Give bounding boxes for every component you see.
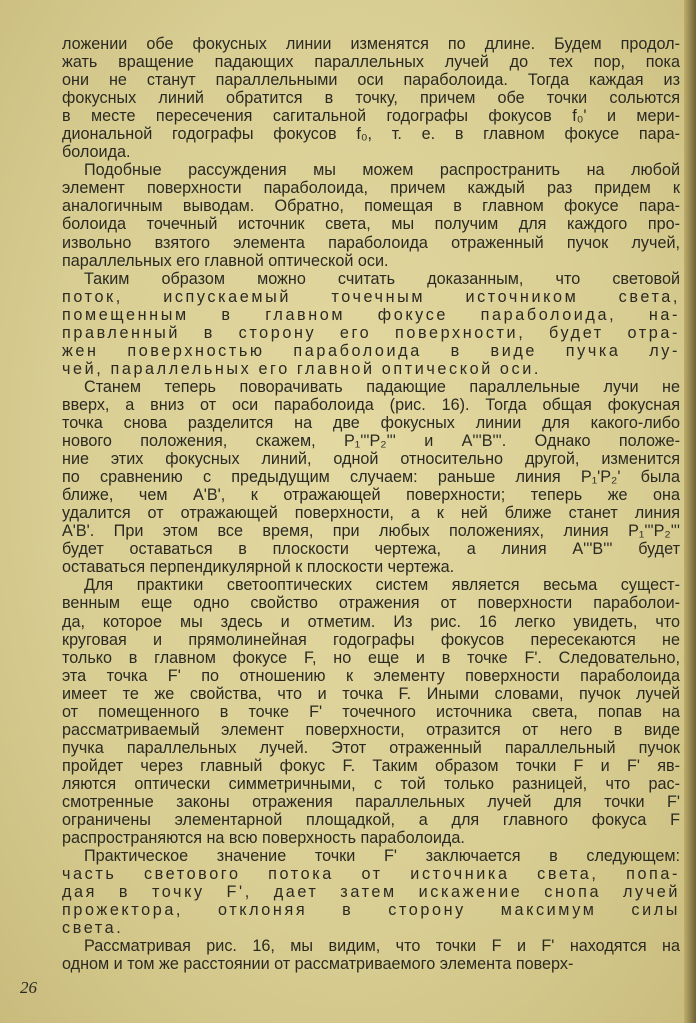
text-line: нового положения, скажем, P₁'''P₂''' и A'''B'''. Однако положе- — [62, 432, 680, 451]
text-line: фокусных линий обратится в точку, причем обе точки сольются — [62, 89, 680, 108]
text-line: ние этих фокусных линий, одной относительно другой, изменится — [62, 450, 680, 469]
text-line: ляются оптически симметричными, с той только разницей, что рас- — [62, 774, 680, 793]
page-number: 26 — [20, 978, 37, 997]
text-line: венным еще одно свойство отражения от поверхности параболои- — [62, 594, 680, 613]
text-line: в месте пересечения сагитальной годографы фокусов f₀' и мери- — [62, 107, 680, 126]
text-line: помещенным в главном фокусе параболоида, на- — [62, 305, 680, 324]
text-line: болоида точечный источник света, мы получим для каждого про- — [62, 215, 680, 234]
text-line: они не станут параллельными оси параболоида. Тогда каждая из — [62, 71, 680, 90]
page-body-text — [62, 35, 680, 973]
text-line: рассматриваемый элемент поверхности, отразится от него в виде — [62, 720, 680, 739]
text-line: параллельных его главной оптической оси. — [62, 251, 389, 270]
text-line: жать вращение падающих параллельных лучей до тех пор, пока — [62, 53, 680, 72]
text-line: смотренные законы отражения параллельных лучей для точки F' — [62, 792, 680, 811]
text-line: Для практики светооптических систем является весьма сущест- — [84, 576, 680, 595]
text-line: Рассматривая рис. 16, мы видим, что точки F и F' находятся на — [84, 937, 680, 956]
text-line: пройдет через главный фокус F. Таким образом точки F и F' яв- — [62, 756, 680, 775]
paragraph — [62, 35, 680, 161]
text-line: болоида. — [62, 143, 131, 162]
text-line: круговая и прямолинейная годографы фокусов пересекаются не — [62, 630, 680, 649]
text-line: оставаться перпендикулярной к плоскости чертежа. — [62, 558, 455, 577]
text-line: ложении обе фокусных линии изменятся по длине. Будем продол- — [62, 35, 680, 53]
text-line: Практическое значение точки F' заключается в следующем: — [84, 847, 680, 866]
text-line: прожектора, отклоняя в сторону максимум силы — [62, 901, 680, 920]
text-line: от помещенного в точке F' точечного источника света, попав на — [62, 702, 680, 721]
paragraph — [62, 937, 680, 973]
text-line: аналогичным выводам. Обратно, помещая в главном фокусе пара- — [62, 197, 680, 216]
text-line: Станем теперь поворачивать падающие параллельные лучи не — [84, 377, 680, 396]
text-line: удалится от отражающей поверхности, а к ней ближе станет линия — [62, 504, 680, 523]
text-line: жен поверхностью параболоида в виде пучка лу- — [62, 341, 680, 360]
text-line: вверх, а вниз от оси параболоида (рис. 16). Тогда общая фокусная — [62, 395, 680, 414]
text-line: по сравнению с предыдущим случаем: раньше линия P₁'P₂' была — [62, 468, 680, 487]
text-line: одном и том же расстоянии от рассматриваемого элемента поверх- — [62, 955, 574, 974]
text-line: да, которое мы здесь и отметим. Из рис. 16 легко увидеть, что — [62, 612, 680, 631]
text-line: поток, испускаемый точечным источником света, — [62, 287, 680, 306]
text-line: ближе, чем A'B', к отражающей поверхности; теперь же она — [62, 486, 680, 505]
text-line: чей, параллельных его главной оптической оси. — [62, 359, 541, 378]
paragraph — [62, 161, 680, 269]
paragraph — [62, 378, 680, 577]
text-line: A'B'. При этом все время, при любых положениях, линия P₁'''P₂''' — [62, 522, 680, 541]
text-line: света. — [62, 919, 124, 938]
paragraph — [62, 847, 680, 937]
text-line: правленный в сторону его поверхности, будет отра- — [62, 323, 680, 342]
text-line: дая в точку F', дает затем искажение снопа лучей — [62, 883, 680, 902]
text-line: эта точка F' по отношению к элементу поверхности параболоида — [62, 666, 680, 685]
text-line: будет оставаться в плоскости чертежа, а линия A'''B''' будет — [62, 540, 680, 559]
paragraph — [62, 576, 680, 847]
text-line: извольно взятого элемента параболоида отраженный пучок лучей, — [62, 233, 680, 252]
text-line: точка снова разделится на две фокусных линии для какого-либо — [62, 413, 680, 432]
text-line: только в главном фокусе F, но еще и в точке F'. Следовательно, — [62, 648, 680, 667]
text-line: элемент поверхности параболоида, причем каждый раз придем к — [62, 179, 680, 198]
text-line: пучка параллельных лучей. Этот отраженный параллельный пучок — [62, 738, 680, 757]
text-line: Подобные рассуждения мы можем распространить на любой — [84, 161, 680, 180]
text-line: Таким образом можно считать доказанным, что световой — [84, 269, 680, 288]
text-line: диональной годографы фокусов f₀, т. е. в главном фокусе пара- — [62, 125, 680, 144]
text-line: имеет те же свойства, что и точка F. Иными словами, пучок лучей — [62, 684, 680, 703]
paragraph — [62, 270, 680, 378]
text-line: ограничены элементарной площадкой, а для главного фокуса F — [62, 811, 680, 830]
book-spine-shadow — [684, 0, 696, 1023]
text-line: часть светового потока от источника света, попа- — [62, 865, 680, 884]
text-line: распространяются на всю поверхность параболоида. — [62, 829, 465, 848]
